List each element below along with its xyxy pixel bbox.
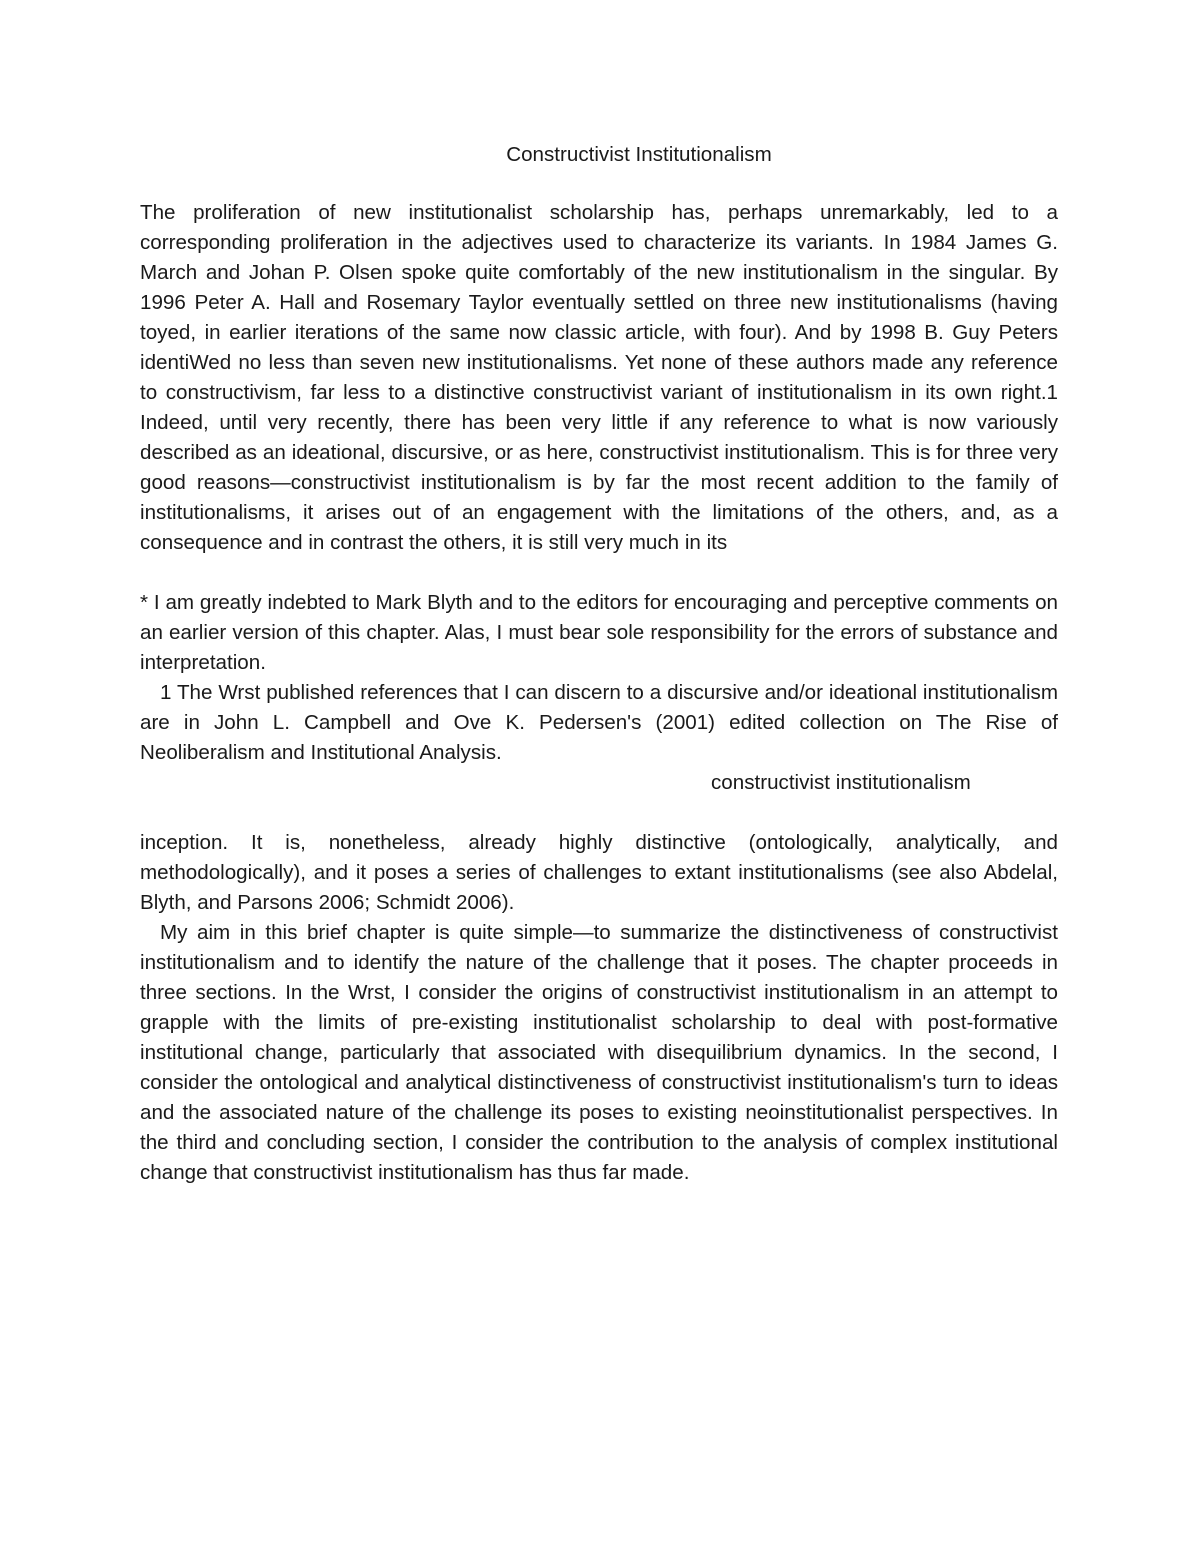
document-page (140, 140, 1058, 1188)
running-head: constructivist institutionalism (711, 771, 971, 794)
body-paragraph-1: The proliferation of new institutionalist scholarship has, perhaps unremarkably, led to a corresponding proliferation in the adjectives used to characterize its variants. In 1984 James G. March and Johan P. Olsen spoke quite comfortably of the new institutionalism in the singular. By 1996 Peter A. Hall and Rosemary Taylor eventually settled on three new institutionalisms (having toyed, in earlier iterations of the same now classic article, with four). And by 1998 B. Guy Peters identiWed no less than seven new institutionalisms. Yet none of these authors made any reference to constructivism, far less to a distinctive constructivist variant of institutionalism in its own right.1 Indeed, until very recently, there has been very little if any reference to what is now variously described as an ideational, discursive, or as here, constructivist institutionalism. This is for three very good reasons—constructivist institutionalism is by far the most recent addition to the family of institutionalisms, it arises out of an engagement with the limitations of the others, and, as a consequence and in contrast the others, it is still very much in its (140, 201, 1058, 554)
body-paragraph-2: inception. It is, nonetheless, already highly distinctive (ontologically, analytically, and methodologically), and it poses a series of challenges to extant institutionalisms (see also Abdelal, Blyth, and Parsons 2006; Schmidt 2006). (140, 831, 1058, 914)
spacer (140, 558, 1058, 588)
body-paragraph-3: My aim in this brief chapter is quite simple—to summarize the distinctiveness of constructivist institutionalism and to identify the nature of the challenge that it poses. The chapter proceeds in three sections. In the Wrst, I consider the origins of constructivist institutionalism in an attempt to grapple with the limits of pre-existing institutionalist scholarship to deal with post-formative institutional change, particularly that associated with disequilibrium dynamics. In the second, I consider the ontological and analytical distinctiveness of constructivist institutionalism's turn to ideas and the associated nature of the challenge its poses to existing neoinstitutionalist perspectives. In the third and concluding section, I consider the contribution to the analysis of complex institutional change that constructivist institutionalism has thus far made. (140, 921, 1058, 1184)
footnote-1: 1 The Wrst published references that I can discern to a discursive and/or ideational institutionalism are in John L. Campbell and Ove K. Pedersen's (2001) edited collection on The Rise of Neoliberalism and Institutional Analysis. (140, 681, 1058, 764)
spacer (140, 798, 1058, 828)
footnote-star: * I am greatly indebted to Mark Blyth and to the editors for encouraging and perceptive comments on an earlier version of this chapter. Alas, I must bear sole responsibility for the errors of substance and interpretation. (140, 591, 1058, 674)
page-title: Constructivist Institutionalism (506, 143, 772, 166)
